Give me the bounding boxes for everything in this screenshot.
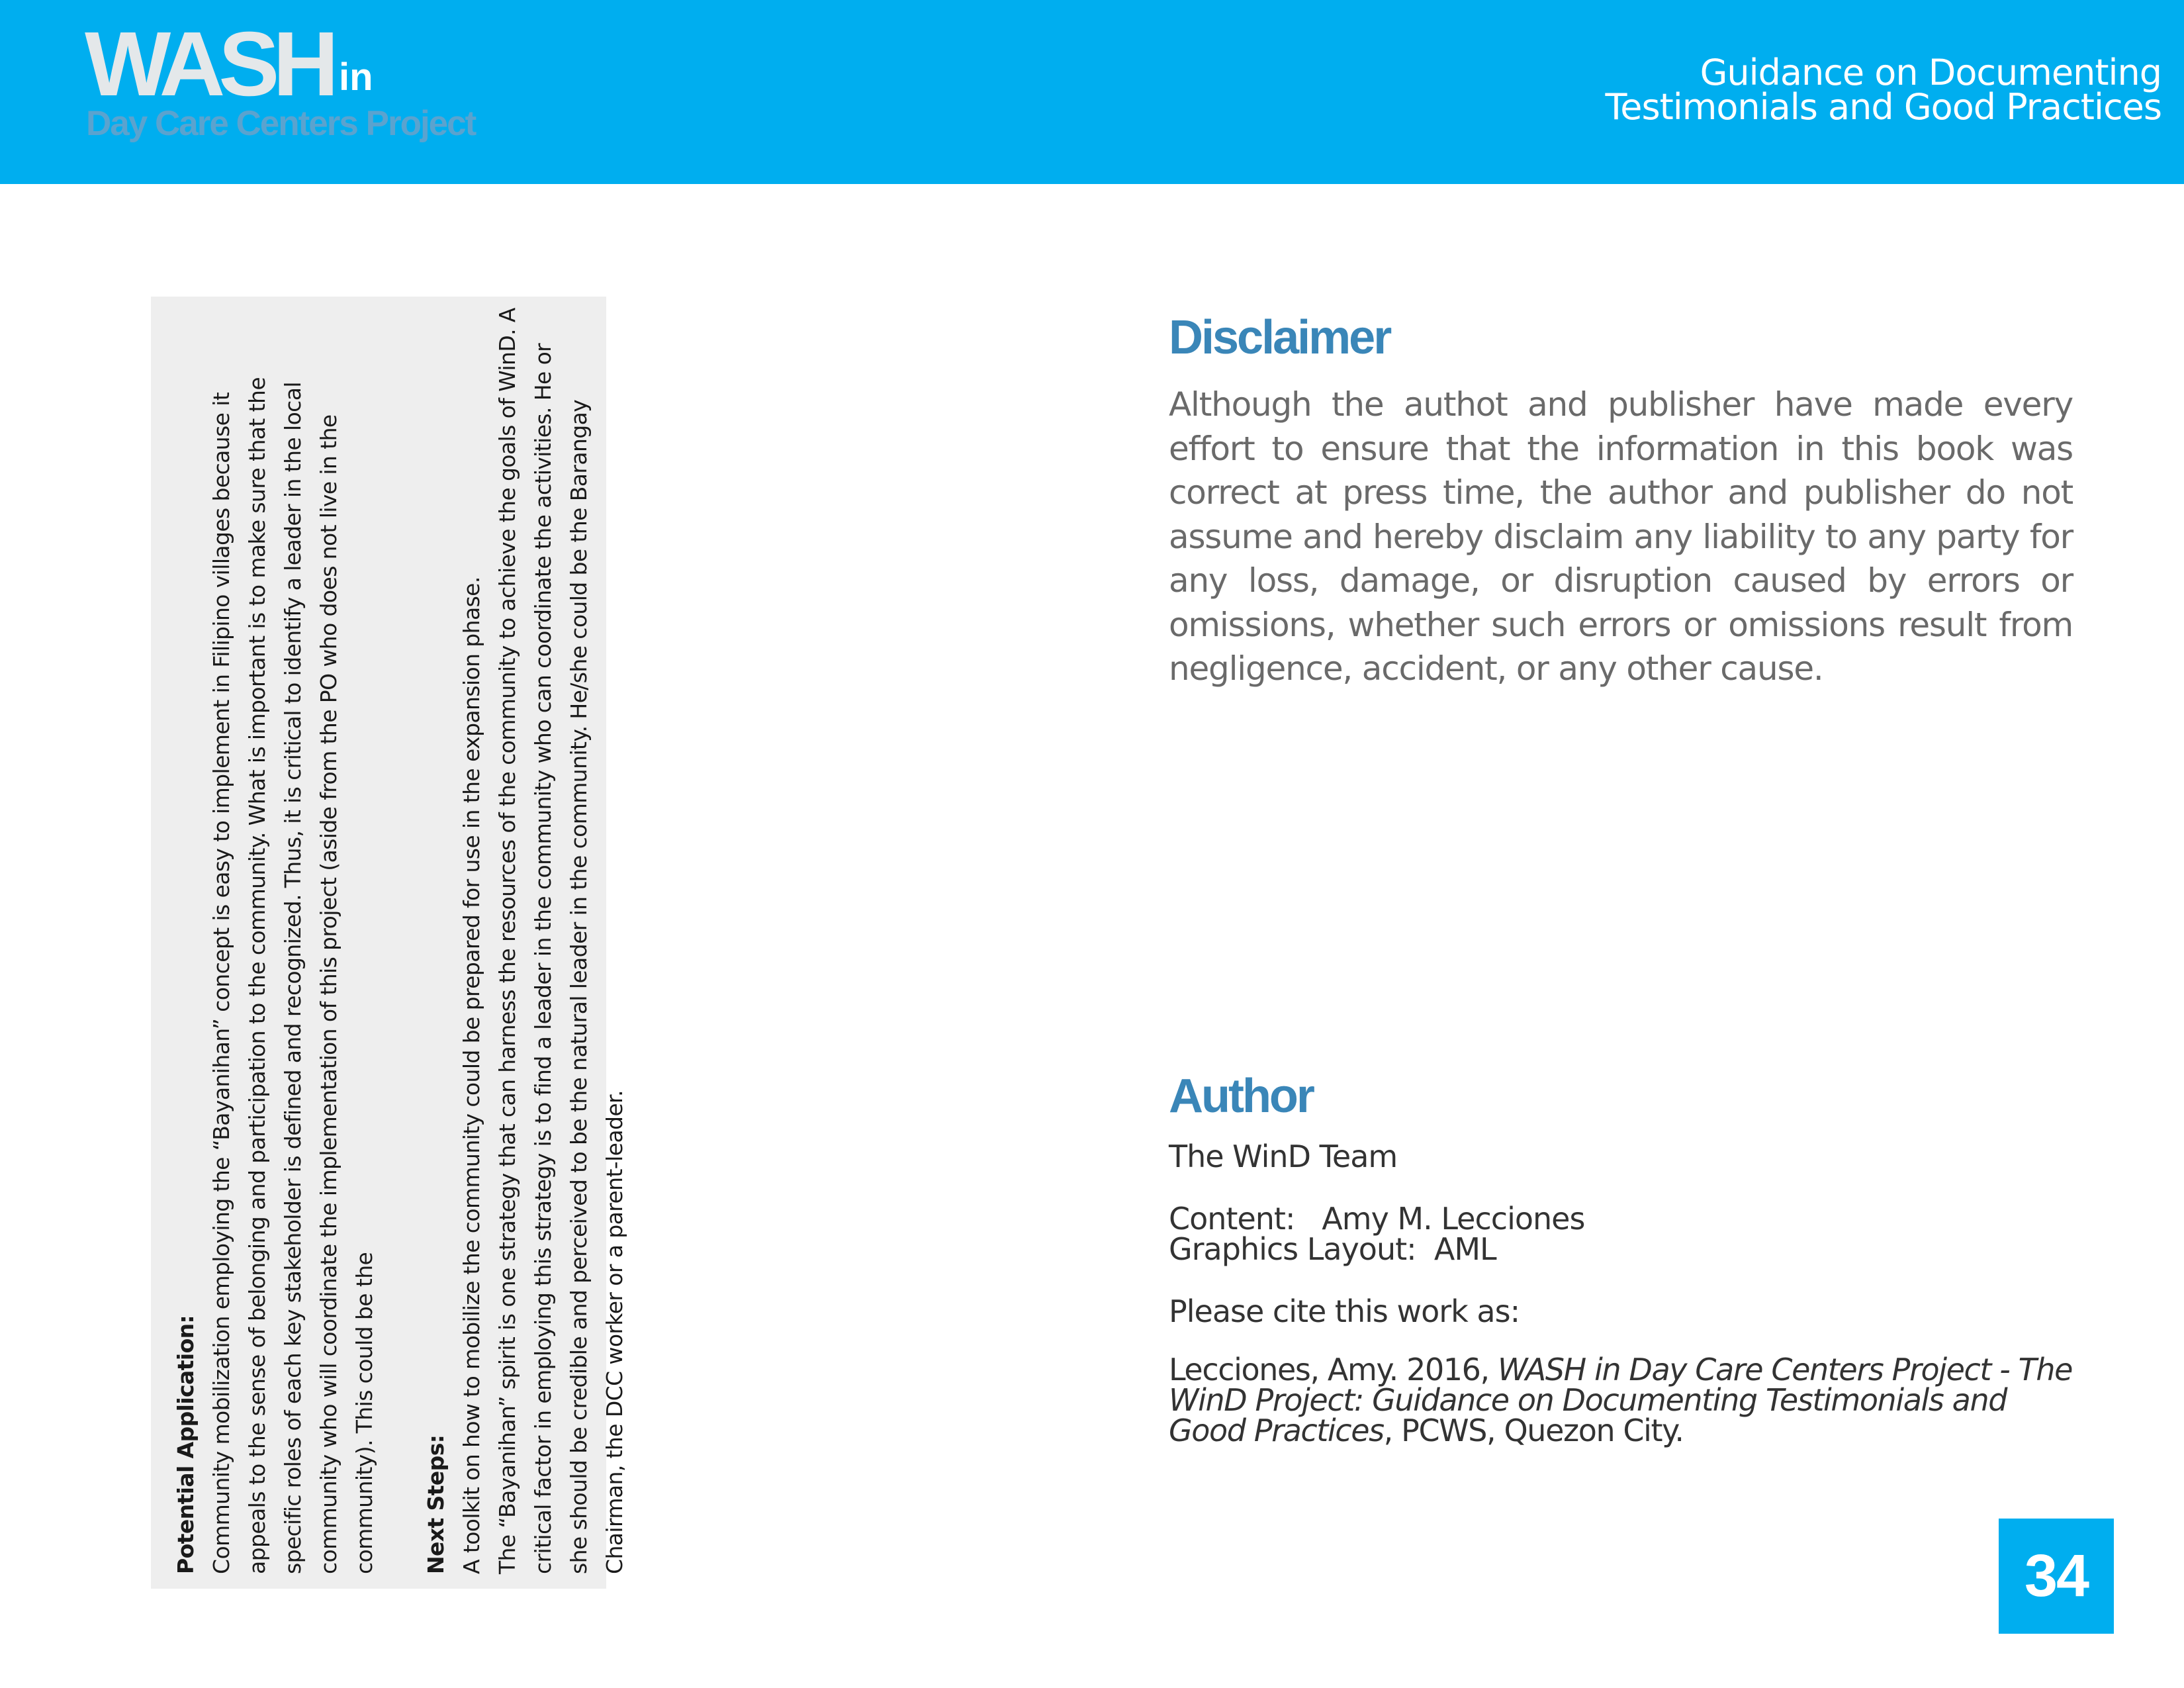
rotated-text-content bbox=[151, 297, 627, 1589]
citation-suffix: , PCWS, Quezon City. bbox=[1383, 1413, 1684, 1448]
cite-label: Please cite this work as: bbox=[1169, 1293, 1520, 1329]
citation-prefix: Lecciones, Amy. 2016, bbox=[1169, 1352, 1498, 1387]
potential-application-heading: Potential Application: bbox=[173, 1315, 199, 1574]
citation bbox=[1169, 1354, 2075, 1446]
logo-subtitle: Day Care Centers Project bbox=[86, 104, 476, 143]
disclaimer-body: Although the authot and publisher have made every effort to ensure that the information in this book was correct at press time, the author and publisher do not assume and hereby disclaim any liability to any party for any loss, damage, or disruption caused by errors or omissions, whether such errors or omissions result from negligence, accident, or any other cause. bbox=[1169, 385, 2073, 688]
next-steps-heading: Next Steps: bbox=[423, 1434, 449, 1574]
author-heading: Author bbox=[1169, 1070, 1313, 1123]
citation-title: WASH in Day Care Centers Project - The WinD Project: Guidance on Documenting Testimonials and Good Practices bbox=[1169, 1352, 2073, 1448]
header-band bbox=[0, 0, 2184, 184]
document-title bbox=[1500, 52, 2161, 128]
next-steps-text: The “Bayanihan” spirit is one strategy that can harness the resources of the community to achieve the goals of WinD. A critical factor in employing this strategy is to find a leader in the community who can coordinate the activities. He or she should be credible and perceived to be the natural leader in the community. He/she could be the Barangay Chairman, the DCC worker or a parent-leader. bbox=[494, 308, 627, 1574]
potential-application-text: Community mobilization employing the “Bayanihan” concept is easy to implement in Filipino villages because it appeals to the sense of belonging and participation to the community. What is important is to make sure that the specific roles of each key stakeholder is defined and recognized. Thus, it is critical to identify a leader in the local community who will coordinate the implementation of this project (aside from the PO who does not live in the community). This could be the bbox=[208, 377, 377, 1574]
logo-wash: WASH bbox=[85, 13, 332, 115]
content-credit: Content: Amy M. Lecciones bbox=[1169, 1201, 1585, 1237]
next-steps-line-1: A toolkit on how to mobilize the community could be prepared for use in the expansion phase. bbox=[459, 577, 484, 1574]
rotated-text-box bbox=[151, 297, 627, 1589]
document-title-line-2: Testimonials and Good Practices bbox=[1605, 86, 2161, 128]
logo-in: in bbox=[339, 56, 373, 99]
section-spacer bbox=[383, 305, 418, 1574]
disclaimer-heading: Disclaimer bbox=[1169, 311, 1390, 364]
author-credits bbox=[1169, 1201, 1585, 1267]
page-number: 34 bbox=[1999, 1519, 2114, 1634]
document-title-line-1: Guidance on Documenting bbox=[1700, 52, 2161, 93]
author-team: The WinD Team bbox=[1169, 1139, 1398, 1174]
graphics-credit: Graphics Layout: AML bbox=[1169, 1231, 1496, 1267]
